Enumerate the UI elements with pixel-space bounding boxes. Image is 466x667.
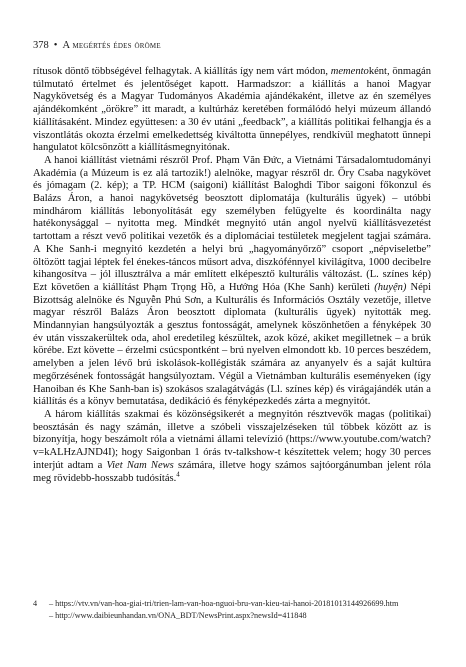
paragraph-1 <box>33 66 431 155</box>
footnote-number: 4 <box>33 599 38 608</box>
footnote-ref[interactable]: 4 <box>176 469 180 478</box>
text-run: Népi Bizottság alelnöke és Nguyễn Phú Sơn, a Kulturális és Információs Osztály vezetője, illetve magyar részről Balázs Áron beosztott diplomata (kulturális ügyek) nyitották meg. Mindannyian hangsúlyozták a gesztus fontosságát, amelynek köszönhetően a fényképek 30 év után visszakerültek oda, ahol eredetileg készültek, azok közé, akiket megilletnek – a brúk körébe. Ezt követte – érzelmi csúcspontként – brú nyelven elmondott kb. 10 perces beszédem, amelyben a jelen lévő brú iskolások-kollégisták számára az anyanyelv és a saját kultúra megőrzésének fontosságát hangsúlyoztam. Végül a Vietnámban kulturális eseményeken (így Hanoiban és Khe Sanh-ban is) szokásos szalagátvágás (Ll. színes kép) és virágajándék után a kiállítás és a könyv bemutatása, dedikáció és fényképezkedés zárta a megnyitót. <box>33 281 432 408</box>
italic-run: (huyện) <box>374 281 407 293</box>
paragraph-2 <box>33 155 431 409</box>
text-run: A három kiállítás szakmai és közönségsikerét a megnyitón résztvevők magas (politikai) beosztásán és nagy számán, illetve a szóbeli visszajelzéseken túl többek között az is bizonyítja, hogy beszámolt róla a vietnámi állami televízió (https://www.youtube.com/watch?v=kALHzAJND4I); hogy Saigonban 1 órás tv-talkshow-t készítettek velem; hogy 30 perces interjút adtam a <box>33 408 431 471</box>
italic-run: Viet Nam News <box>106 459 174 471</box>
running-header <box>33 40 161 51</box>
running-title: A megértés édes öröme <box>62 40 161 51</box>
footnote-4 <box>33 598 431 610</box>
footnote-link-1[interactable]: – https://vtv.vn/van-hoa-giai-tri/trien-lam-van-hoa-nguoi-bru-van-kieu-tai-hanoi-20181013144926699.htm <box>49 599 399 608</box>
text-run: számára, illetve hogy számos sajtóorgánumban jelent róla meg rövidebb-hosszabb tudósítás. <box>33 459 431 484</box>
footnote-area <box>33 598 431 621</box>
text-run: rítusok döntő többségével felhagytak. A kiállítás így nem várt módon, <box>33 66 331 77</box>
footnote-link-2[interactable]: – http://www.daibieunhandan.vn/ONA_BDT/NewsPrint.aspx?newsId=411848 <box>49 610 307 620</box>
italic-run: memento <box>330 66 369 77</box>
text-run: ként, önmagán túlmutató értelmet és jelentőséget kapott. Harmadszor: a kiállítás a hanoi Magyar Nagykövetség és a Magyar Tudományos Akadémia ajándékaként, illetve az én személyes ajándékomként „örökre” itt maradt, a kultúrház keretében formálódó helyi múzeum állandó kiállításaként. Mindez együttesen: a 30 év utáni „feedback”, a kiállítás politikai felhangja és a viszontlátás okozta érzelmi emelkedettség kiváltotta ünnepélyes, rendkívül meghatott ünnepi hangulatot kölcsönzött a kiállításmegnyitónak. <box>33 66 431 154</box>
body-text <box>33 66 431 485</box>
page-number: 378 <box>33 40 49 51</box>
paragraph-3 <box>33 409 431 485</box>
header-bullet: • <box>53 40 58 51</box>
text-run: A hanoi kiállítást vietnámi részről Prof. Phạm Văn Đức, a Vietnámi Társadalomtudományi Akadémia (a Múzeum is ez alá tartozik!) alelnöke, magyar részről dr. Őry Csaba nagykövet és jómagam (2. kép); a TP. HCM (saigoni) kiállítást Baloghdi Tibor saigoni főkonzul és Balázs Áron, a hanoi nagykövetség beosztott diplomatája (kulturális ügyek) – utóbbi mindhárom kiállítás lebonyolítását egy személyben felügyelte és koordinálta nagy hatékonysággal – nyitotta meg. Mindkét megnyitó után angol nyelvű kiállításvezetést tartottam a részt vevő politikai vezetők és a diplomáciai testületek megjelent tagjai számára. A Khe Sanh-i megnyitó kezdetén a helyi brú „hagyományőrző” csoport „népviseletbe” öltözött tagjai léptek fel énekes-táncos műsort adva, diszkófénnyel kivilágítva, 1000 decibelre kihangosítva – jól illusztrálva a már említett elképesztő kulturális változást. (L. színes kép) Ezt követően a kiállítást Phạm Trọng Hồ, a Hướng Hóa (Khe Sanh) kerületi <box>33 154 431 293</box>
